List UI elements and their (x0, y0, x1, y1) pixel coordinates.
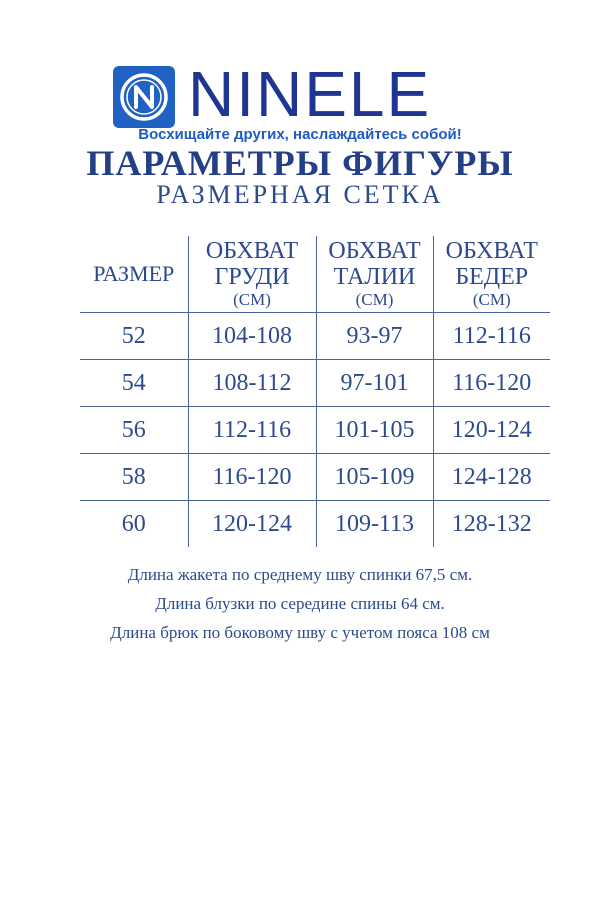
blouse-length-note: Длина блузки по середине спины 64 см. (155, 594, 445, 613)
chest-cell: 120-124 (188, 501, 316, 548)
size-column-header: РАЗМЕР (93, 261, 175, 286)
jacket-length-note: Длина жакета по среднему шву спинки 67,5 см. (127, 565, 473, 584)
table-row (80, 360, 550, 407)
table-row (80, 454, 550, 501)
waist-cell: 101-105 (316, 407, 433, 454)
waist-cell: 109-113 (316, 501, 433, 548)
page-title: ПАРАМЕТРЫ ФИГУРЫ (86, 143, 514, 183)
chest-cell: 104-108 (188, 313, 316, 360)
size-cell: 58 (80, 454, 188, 501)
table-row (80, 313, 550, 360)
hips-cell: 124-128 (433, 454, 550, 501)
size-cell: 52 (80, 313, 188, 360)
size-chart-table (80, 236, 550, 547)
hips-cell: 128-132 (433, 501, 550, 548)
hips-cell: 116-120 (433, 360, 550, 407)
waist-cell: 93-97 (316, 313, 433, 360)
size-cell: 56 (80, 407, 188, 454)
chest-cell: 112-116 (188, 407, 316, 454)
n-monogram-icon (113, 66, 175, 128)
measurement-notes (0, 560, 600, 647)
table-header-row (80, 236, 550, 313)
table-row (80, 501, 550, 548)
size-cell: 60 (80, 501, 188, 548)
waist-cell: 105-109 (316, 454, 433, 501)
chest-cell: 108-112 (188, 360, 316, 407)
hips-column-header: ОБХВАТ БЕДЕР (СМ) (433, 236, 550, 313)
table-row (80, 407, 550, 454)
page-subtitle: РАЗМЕРНАЯ СЕТКА (156, 180, 444, 209)
waist-column-header: ОБХВАТ ТАЛИИ (СМ) (316, 236, 433, 313)
hips-cell: 120-124 (433, 407, 550, 454)
hips-cell: 112-116 (433, 313, 550, 360)
brand-slogan: Восхищайте других, наслаждайтесь собой! (138, 126, 462, 143)
trousers-length-note: Длина брюк по боковому шву с учетом пояса 108 см (110, 623, 490, 642)
waist-cell: 97-101 (316, 360, 433, 407)
chest-column-header: ОБХВАТ ГРУДИ (СМ) (188, 236, 316, 313)
size-cell: 54 (80, 360, 188, 407)
chest-cell: 116-120 (188, 454, 316, 501)
brand-name: NINELE (188, 58, 432, 130)
